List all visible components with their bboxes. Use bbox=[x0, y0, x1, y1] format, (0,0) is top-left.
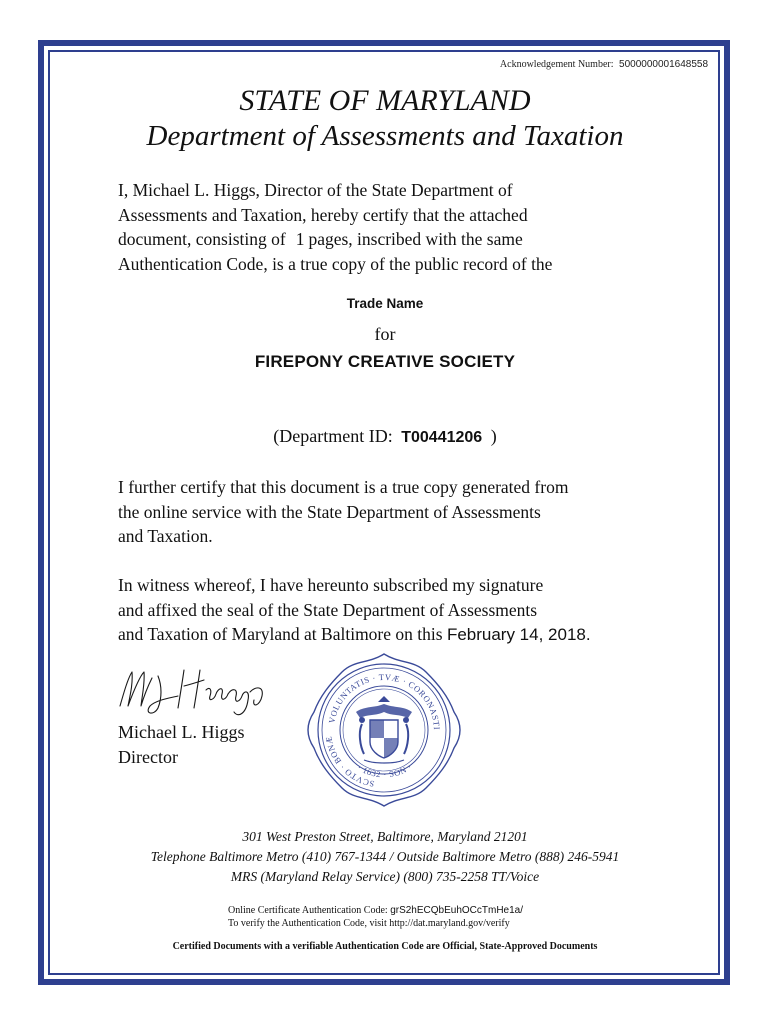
certification-line-2: Assessments and Taxation, hereby certify that the attached bbox=[118, 204, 528, 225]
witness-line-1: In witness whereof, I have hereunto subscribed my signature bbox=[118, 575, 544, 595]
further-line-1: I further certify that this document is a true copy generated from bbox=[118, 477, 569, 497]
department-id bbox=[60, 426, 710, 447]
authentication-code-label: Online Certificate Authentication Code: bbox=[228, 905, 388, 916]
department-id-label: (Department ID: bbox=[273, 426, 393, 446]
record-type: Trade Name bbox=[346, 296, 424, 311]
certified-footer: Certified Documents with a verifiable Authentication Code are Official, State-Approved Documents bbox=[172, 941, 598, 952]
authentication-code: grS2hECQbEuhOCcTmHe1a/ bbox=[390, 905, 524, 916]
further-certify-paragraph bbox=[118, 475, 678, 549]
certification-line-3-end: pages, inscribed with the same bbox=[308, 229, 523, 249]
witness-line-3-start: and Taxation of Maryland at Baltimore on this bbox=[118, 624, 443, 644]
seal-year-text: · 1632 · SON · bbox=[355, 761, 414, 780]
signatory-title: Director bbox=[118, 746, 178, 767]
witness-line-2: and affixed the seal of the State Department of Assessments bbox=[118, 599, 538, 620]
certification-date: February 14, 2018. bbox=[446, 625, 591, 644]
address-line-3: MRS (Maryland Relay Service) (800) 735-2258 TT/Voice bbox=[230, 869, 540, 884]
certification-paragraph bbox=[118, 178, 678, 276]
signatory-name: Michael L. Higgs bbox=[118, 722, 245, 742]
page-count: 1 bbox=[295, 229, 305, 249]
certification-line-1: I, Michael L. Higgs, Director of the State Department of bbox=[118, 180, 513, 200]
witness-line-3 bbox=[118, 622, 678, 648]
further-line-3: and Taxation. bbox=[118, 526, 213, 546]
acknowledgement-label: Acknowledgement Number: bbox=[499, 59, 614, 70]
department-id-value: T00441206 bbox=[401, 429, 483, 446]
signatory-block bbox=[118, 720, 244, 769]
witness-paragraph bbox=[118, 573, 678, 648]
certification-line-4: Authentication Code, is a true copy of the public record of the bbox=[118, 253, 553, 274]
address-line-2: Telephone Baltimore Metro (410) 767-1344 / Outside Baltimore Metro (888) 246-5941 bbox=[150, 849, 620, 864]
page-title: STATE OF MARYLAND bbox=[239, 84, 531, 117]
director-signature bbox=[114, 656, 274, 720]
address-line-1: 301 West Preston Street, Baltimore, Maryland 21201 bbox=[242, 829, 528, 844]
verify-instructions: To verify the Authentication Code, visit http://dat.maryland.gov/verify bbox=[228, 918, 510, 929]
state-seal bbox=[304, 650, 464, 810]
authentication-code-line bbox=[228, 905, 523, 918]
acknowledgement-value: 5000000001648558 bbox=[619, 59, 708, 70]
seal-crest-icon bbox=[356, 696, 412, 763]
for-label: for bbox=[374, 324, 396, 344]
acknowledgement-number bbox=[400, 59, 708, 70]
certification-line-3 bbox=[118, 227, 678, 252]
seal-top-text: VOLUNTATIS · TVÆ · CORONASTI bbox=[326, 671, 443, 731]
department-title: Department of Assessments and Taxation bbox=[146, 120, 624, 152]
entity-name: FIREPONY CREATIVE SOCIETY bbox=[254, 352, 516, 371]
further-line-2: the online service with the State Department of Assessments bbox=[118, 501, 541, 522]
certification-line-3-start: document, consisting of bbox=[118, 229, 286, 249]
department-id-close: ) bbox=[490, 426, 497, 446]
seal-left-text: SCVTO · BONÆ bbox=[323, 735, 376, 790]
